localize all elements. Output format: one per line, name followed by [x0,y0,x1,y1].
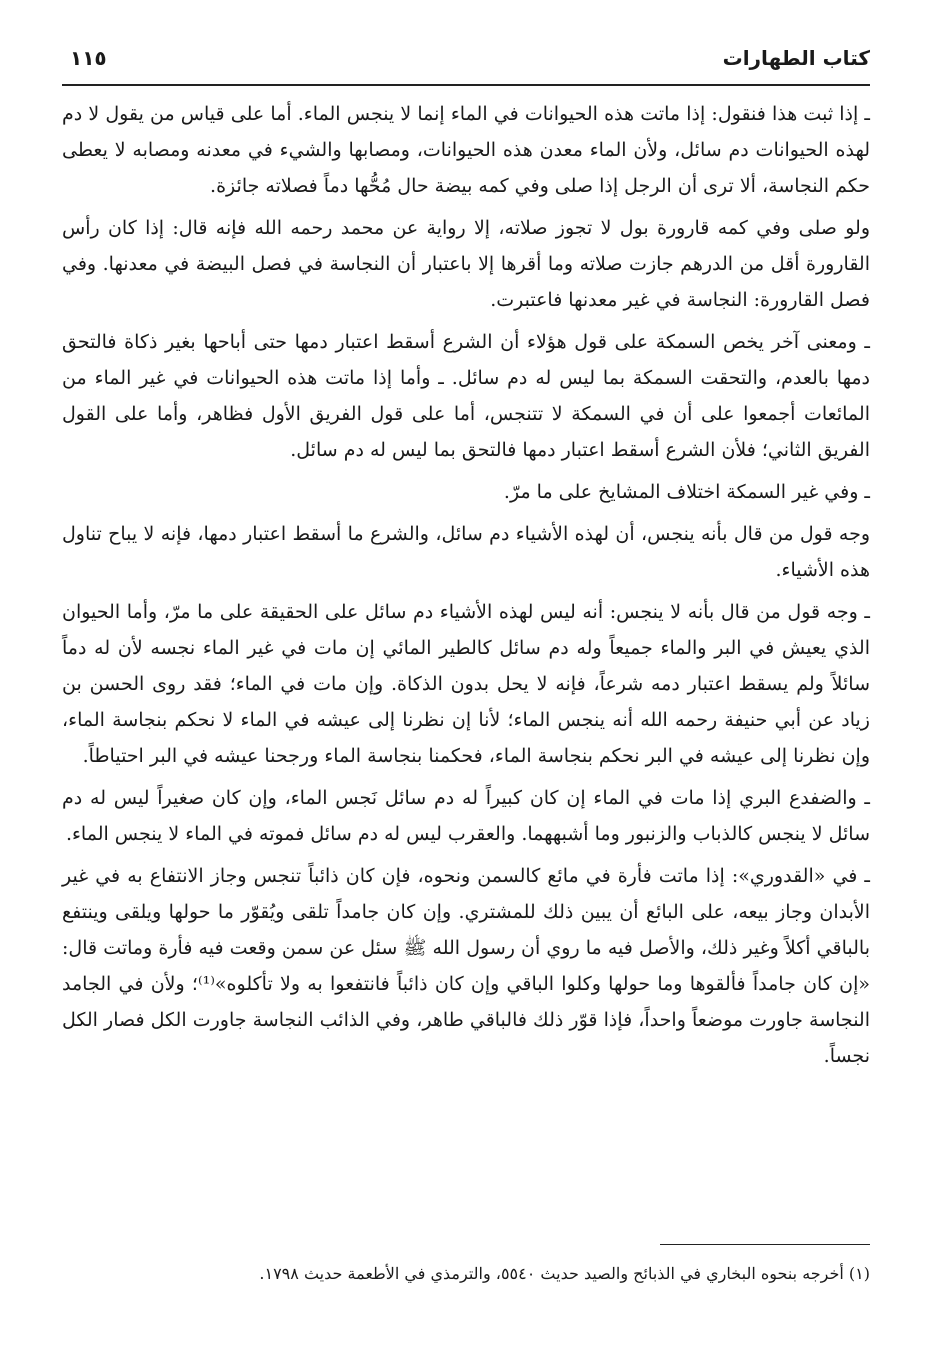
running-header [62,44,870,86]
footnote: (١) أخرجه بنحوه البخاري في الذبائح والصيد حديث ٥٥٤٠، والترمذي في الأطعمة حديث ١٧٩٨. [259,1264,870,1283]
book-title: كتاب الطهارات [722,46,870,70]
paragraph-3: ـ ومعنى آخر يخص السمكة على قول هؤلاء أن الشرع أسقط اعتبار دمها حتى أباحها بغير ذكاة فالتحق دمها بالعدم، والتحقت السمكة بما ليس له دم سائل. ـ وأما إذا ماتت هذه الحيوانات في غير الماء من المائعات أجمعوا على أن في السمكة لا تتنجس، أما على قول الفريق الأول فظاهر، وأما على القول الفريق الثاني؛ فلأن الشرع أسقط اعتبار دمها فالتحق بما ليس له دم سائل. [62,331,870,461]
book-page [62,44,870,1344]
paragraph-6: ـ وجه قول من قال بأنه لا ينجس: أنه ليس لهذه الأشياء دم سائل على الحقيقة على ما مرّ، وأما الحيوان الذي يعيش في البر والماء جميعاً وله دم سائل كالطير المائي إن مات في غير الماء نجسه لأن له دماً سائلاً ولم يسقط اعتبار دمه شرعاً، فإنه لا يحل بدون الذكاة. وإن مات في الماء؛ فقد روى الحسن بن زياد عن أبي حنيفة رحمه الله أنه ينجس الماء؛ لأنا إن نظرنا إلى عيشه في الماء لا نحكم بنجاسة الماء، وإن نظرنا إلى عيشه في البر نحكم بنجاسة الماء، فحكمنا بنجاسة الماء ورجحنا عيشه في البر احتياطاً. [62,601,870,767]
paragraph-7: ـ والضفدع البري إذا مات في الماء إن كان كبيراً له دم سائل نَجس الماء، وإن كان صغيراً ليس له دم سائل لا ينجس كالذباب والزنبور وما أشبههما. والعقرب ليس له دم سائل فموته في الماء لا ينجس الماء. [62,787,870,845]
paragraph-5: وجه قول من قال بأنه ينجس، أن لهذه الأشياء دم سائل، والشرع ما أسقط اعتبار دمها، فإنه لا يباح تناول هذه الأشياء. [62,523,870,581]
paragraph-4: ـ وفي غير السمكة اختلاف المشايخ على ما مرّ. [503,481,870,503]
body-text [62,96,870,1074]
page-number: ١١٥ [70,46,107,70]
footnote-divider [660,1244,870,1245]
paragraph-2: ولو صلى وفي كمه قارورة بول لا تجوز صلاته، إلا رواية عن محمد رحمه الله فإنه قال: إذا كان رأس القارورة أقل من الدرهم جازت صلاته وما أقرها إلا باعتبار أن النجاسة في فصل البيضة في معدنها. وفي فصل القارورة: النجاسة في غير معدنها فاعتبرت. [62,217,870,311]
paragraph-1: ـ إذا ثبت هذا فنقول: إذا ماتت هذه الحيوانات في الماء إنما لا ينجس الماء. أما على قياس من يقول لا دم لهذه الحيوانات دم سائل، ولأن الماء معدن هذه الحيوانات، ومصابها والشيء في معدنه ومصابه لا يعطى حكم النجاسة، ألا ترى أن الرجل إذا صلى وفي كمه بيضة حال مُحُّها دماً فصلاته جائزة. [62,103,870,197]
paragraph-8: ـ في «القدوري»: إذا ماتت فأرة في مائع كالسمن ونحوه، فإن كان ذائباً تنجس وجاز الانتفاع به في غير الأبدان وجاز بيعه، على البائع أن يبين ذلك للمشتري. وإن كان جامداً تلقى ويُقوّر ما حولها ويلقى وينتفع بالباقي أكلاً وغير ذلك، والأصل فيه ما روي أن رسول الله ﷺ سئل عن سمن وقعت فيه فأرة وماتت قال: «إن كان جامداً فألقوها وما حولها وكلوا الباقي وإن كان ذائباً فانتفعوا به ولا تأكلوه»⁽¹⁾؛ ولأن في الجامد النجاسة جاورت موضعاً واحداً، فإذا قوّر ذلك فالباقي طاهر، وفي الذائب النجاسة جاورت الكل فصار الكل نجساً. [62,865,870,1067]
